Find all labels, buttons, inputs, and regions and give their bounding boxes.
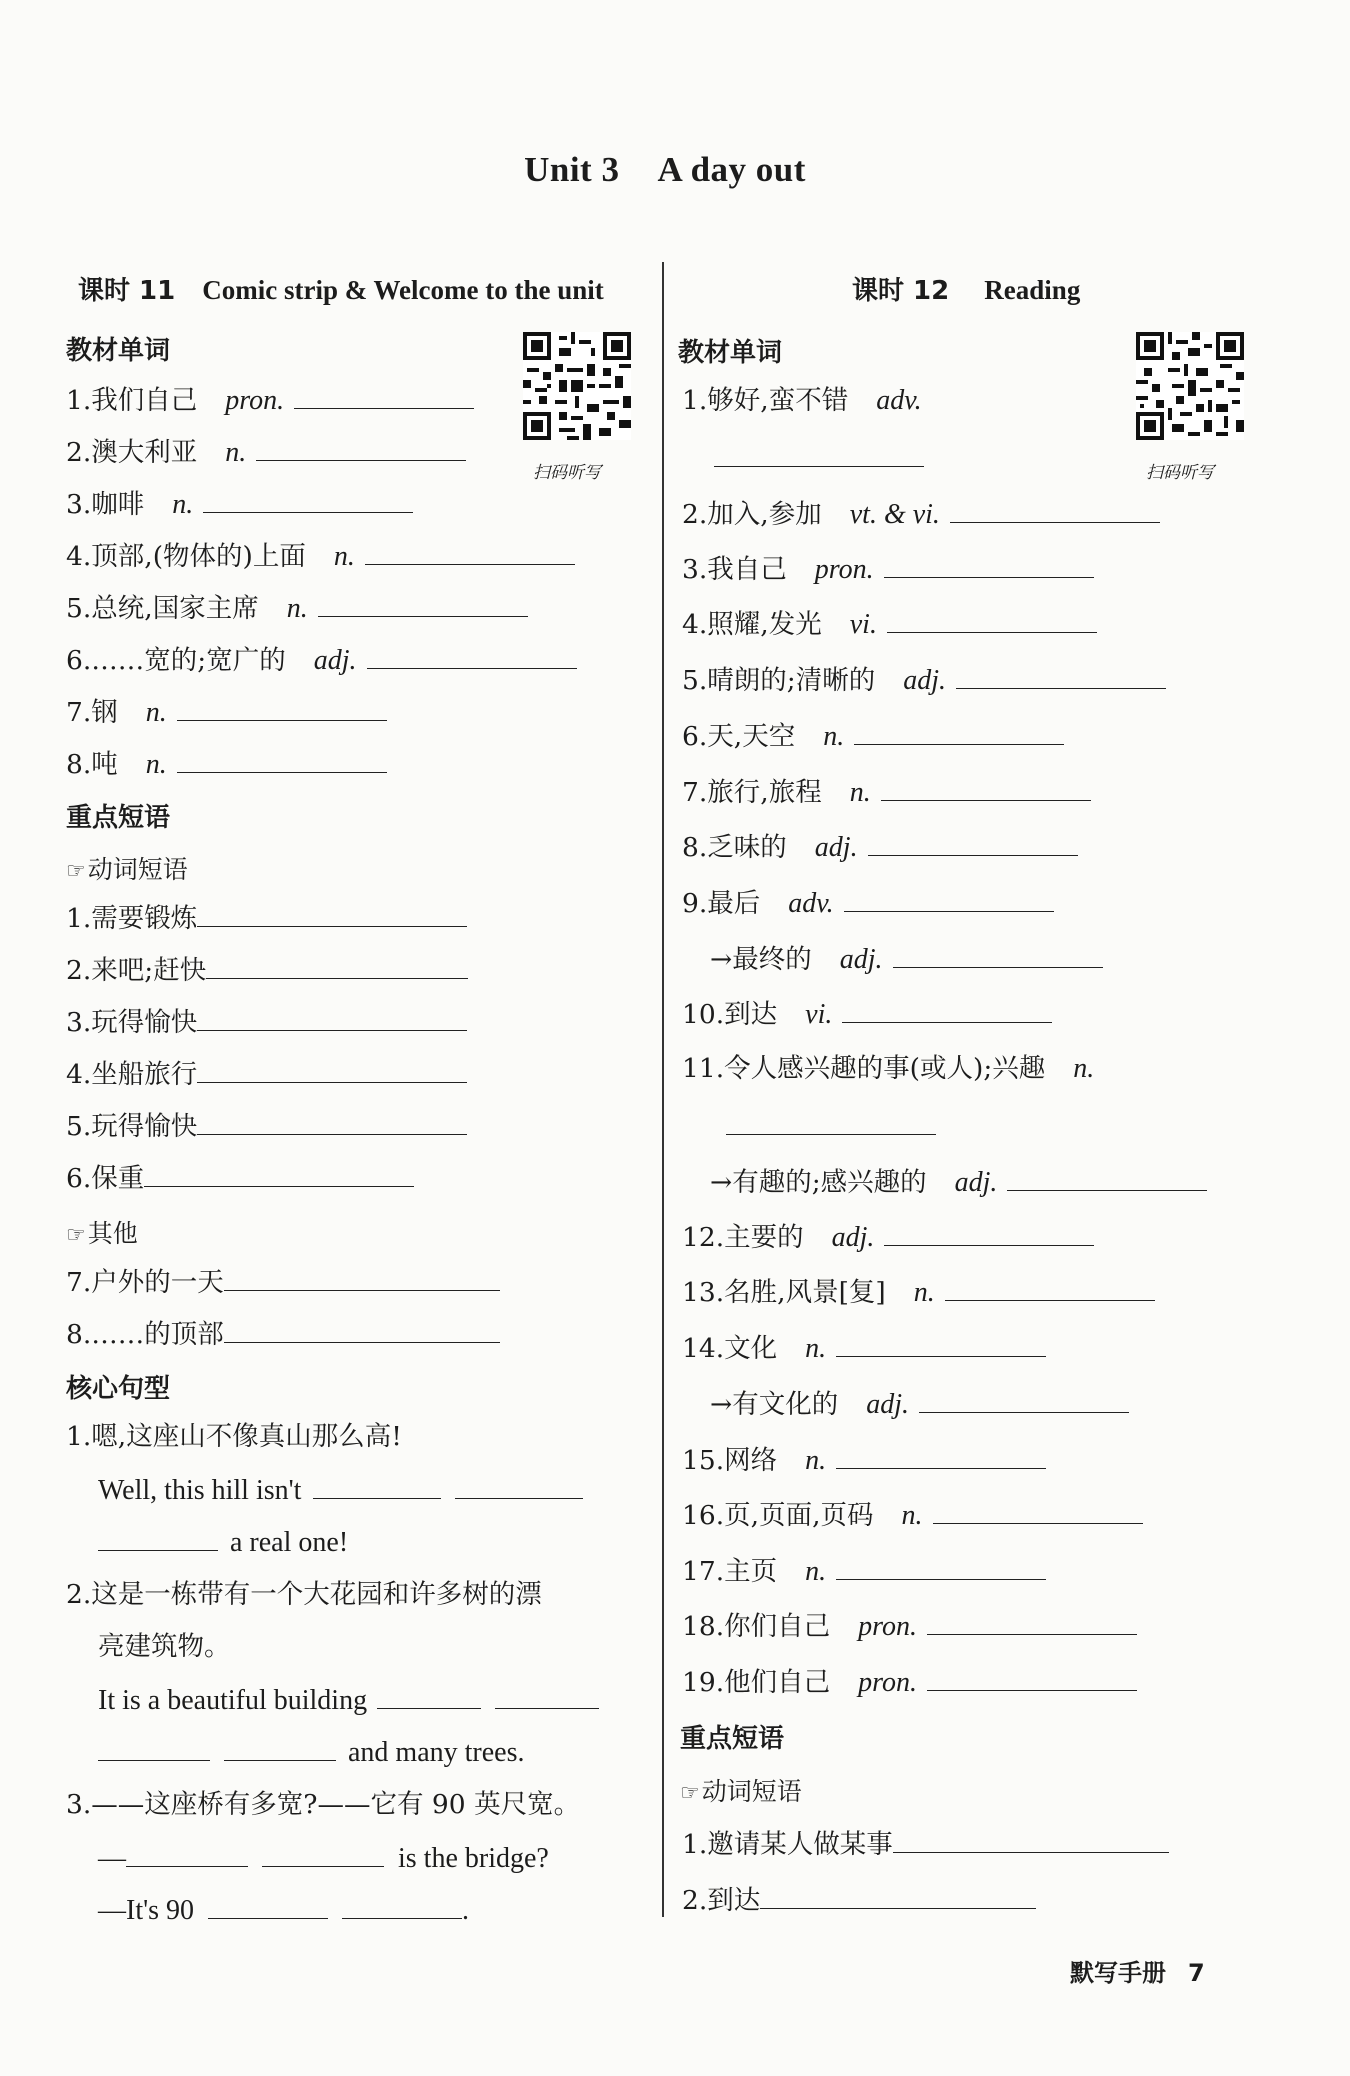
- answer-blank[interactable]: [956, 662, 1166, 689]
- word-item: 6.天,天空 n.: [682, 718, 1064, 754]
- phrase-item: 5.玩得愉快: [66, 1108, 467, 1144]
- answer-blank[interactable]: [714, 440, 924, 467]
- unit-name: A day out: [657, 150, 806, 189]
- answer-blank[interactable]: [455, 1472, 583, 1499]
- word-item: 8.乏味的 adj.: [682, 829, 1078, 865]
- word-derivative: →有趣的;感兴趣的 adj.: [710, 1164, 1207, 1200]
- lesson-topic: Reading: [984, 275, 1081, 305]
- answer-blank[interactable]: [836, 1330, 1046, 1357]
- word-item: 13.名胜,风景[复] n.: [682, 1274, 1155, 1310]
- sentence-3-en-answer: —It's 90 .: [98, 1892, 469, 1928]
- answer-blank[interactable]: [836, 1442, 1046, 1469]
- answer-blank[interactable]: [495, 1682, 599, 1709]
- section-heading-words: 教材单词: [678, 338, 783, 368]
- answer-blank[interactable]: [950, 496, 1160, 523]
- phrase-item: 8.……的顶部: [66, 1316, 500, 1352]
- lesson-11-header: [78, 270, 604, 307]
- answer-blank[interactable]: [367, 642, 577, 669]
- lesson-label: 课时 12: [852, 276, 950, 306]
- section-heading-sentences: 核心句型: [66, 1374, 171, 1404]
- answer-blank[interactable]: [224, 1734, 336, 1761]
- page-number: 7: [1188, 1959, 1205, 1987]
- pointing-hand-icon: ☞: [66, 1223, 86, 1248]
- answer-blank[interactable]: [842, 996, 1052, 1023]
- answer-blank[interactable]: [726, 1108, 936, 1135]
- word-item: 10.到达 vi.: [682, 996, 1052, 1032]
- answer-blank[interactable]: [318, 590, 528, 617]
- page-footer: [1070, 1953, 1205, 1988]
- word-item: 3.我自己 pron.: [682, 551, 1094, 587]
- answer-blank[interactable]: [197, 1056, 467, 1083]
- answer-blank[interactable]: [206, 952, 468, 979]
- answer-blank[interactable]: [294, 382, 474, 409]
- section-heading-words: 教材单词: [66, 336, 171, 366]
- section-heading-phrases: 重点短语: [680, 1724, 785, 1754]
- sentence-1-cn: 1.嗯,这座山不像真山那么高!: [66, 1421, 402, 1452]
- phrase-item: 7.户外的一天: [66, 1264, 500, 1300]
- answer-blank[interactable]: [881, 774, 1091, 801]
- word-item: 2.加入,参加 vt. & vi.: [682, 496, 1160, 532]
- word-item: 7.钢 n.: [66, 694, 387, 730]
- phrase-item: 6.保重: [66, 1160, 414, 1196]
- sentence-3-cn: 3.——这座桥有多宽?——它有 90 英尺宽。: [66, 1789, 581, 1820]
- answer-blank[interactable]: [884, 1219, 1094, 1246]
- column-divider: [662, 262, 664, 1917]
- answer-blank[interactable]: [126, 1840, 248, 1867]
- answer-blank[interactable]: [177, 694, 387, 721]
- answer-blank[interactable]: [377, 1682, 481, 1709]
- phrase-item: 3.玩得愉快: [66, 1004, 467, 1040]
- answer-blank[interactable]: [887, 606, 1097, 633]
- answer-blank[interactable]: [98, 1524, 218, 1551]
- answer-blank[interactable]: [893, 1826, 1169, 1853]
- answer-blank[interactable]: [224, 1316, 500, 1343]
- answer-blank[interactable]: [98, 1734, 210, 1761]
- pointing-hand-icon: ☞: [66, 859, 86, 884]
- answer-blank[interactable]: [197, 1108, 467, 1135]
- sentence-1-en-cont: a real one!: [98, 1524, 348, 1560]
- word-item: 5.总统,国家主席 n.: [66, 590, 528, 626]
- answer-blank[interactable]: [854, 718, 1064, 745]
- lesson-label: 课时 11: [78, 276, 176, 306]
- answer-blank[interactable]: [933, 1497, 1143, 1524]
- answer-blank[interactable]: [313, 1472, 441, 1499]
- word-item: 1.我们自己 pron.: [66, 382, 474, 418]
- unit-title: [0, 150, 1330, 190]
- word-item: 12.主要的 adj.: [682, 1219, 1094, 1255]
- answer-blank[interactable]: [927, 1664, 1137, 1691]
- word-item: 15.网络 n.: [682, 1442, 1046, 1478]
- word-item: 8.吨 n.: [66, 746, 387, 782]
- lesson-12-header: [852, 270, 1080, 307]
- word-item: 7.旅行,旅程 n.: [682, 774, 1091, 810]
- phrase-item: 1.邀请某人做某事: [682, 1826, 1169, 1862]
- sentence-2-en-cont: and many trees.: [98, 1734, 525, 1770]
- answer-blank[interactable]: [208, 1892, 328, 1919]
- answer-blank[interactable]: [224, 1264, 500, 1291]
- answer-blank[interactable]: [945, 1274, 1155, 1301]
- word-item: 6.……宽的;宽广的 adj.: [66, 642, 577, 678]
- phrase-item: 2.到达: [682, 1882, 1036, 1918]
- answer-blank[interactable]: [868, 829, 1078, 856]
- phrase-item: 1.需要锻炼: [66, 900, 467, 936]
- word-item: 14.文化 n.: [682, 1330, 1046, 1366]
- answer-blank[interactable]: [760, 1882, 1036, 1909]
- qr-caption: 扫码听写: [533, 463, 601, 483]
- word-item: 4.顶部,(物体的)上面 n.: [66, 538, 575, 574]
- subheading-verb-phrases: ☞动词短语: [680, 1777, 802, 1806]
- answer-blank[interactable]: [365, 538, 575, 565]
- word-item: 19.他们自己 pron.: [682, 1664, 1137, 1700]
- answer-blank[interactable]: [197, 1004, 467, 1031]
- qr-caption: 扫码听写: [1146, 463, 1214, 483]
- unit-number: Unit 3: [524, 150, 620, 189]
- word-item: 9.最后 adv.: [682, 885, 1054, 921]
- answer-blank[interactable]: [893, 941, 1103, 968]
- answer-blank[interactable]: [342, 1892, 462, 1919]
- answer-blank[interactable]: [927, 1608, 1137, 1635]
- phrase-item: 4.坐船旅行: [66, 1056, 467, 1092]
- word-item: 4.照耀,发光 vi.: [682, 606, 1097, 642]
- qr-code-icon[interactable]: [1136, 332, 1244, 440]
- word-derivative: →最终的 adj.: [710, 941, 1103, 977]
- book-name: 默写手册: [1070, 1959, 1166, 1987]
- answer-blank[interactable]: [884, 551, 1094, 578]
- word-item-blank: [726, 1108, 936, 1144]
- answer-blank[interactable]: [256, 434, 466, 461]
- answer-blank[interactable]: [919, 1386, 1129, 1413]
- word-item: 18.你们自己 pron.: [682, 1608, 1137, 1644]
- sentence-2-cn-cont: 亮建筑物。: [98, 1631, 231, 1662]
- word-item-blank: [714, 440, 924, 476]
- subheading-others: ☞其他: [66, 1219, 138, 1248]
- word-item: 17.主页 n.: [682, 1553, 1046, 1589]
- answer-blank[interactable]: [177, 746, 387, 773]
- answer-blank[interactable]: [262, 1840, 384, 1867]
- word-item: 5.晴朗的;清晰的 adj.: [682, 662, 1166, 698]
- subheading-verb-phrases: ☞动词短语: [66, 855, 188, 884]
- word-item: 11.令人感兴趣的事(或人);兴趣 n.: [682, 1053, 1095, 1084]
- word-item: 2.澳大利亚 n.: [66, 434, 466, 470]
- pointing-hand-icon: ☞: [680, 1781, 700, 1806]
- sentence-2-cn: 2.这是一栋带有一个大花园和许多树的漂: [66, 1579, 542, 1610]
- answer-blank[interactable]: [144, 1160, 414, 1187]
- answer-blank[interactable]: [836, 1553, 1046, 1580]
- sentence-3-en: — is the bridge?: [98, 1840, 549, 1876]
- answer-blank[interactable]: [203, 486, 413, 513]
- word-derivative: →有文化的 adj.: [710, 1386, 1129, 1422]
- sentence-2-en: It is a beautiful building: [98, 1682, 599, 1718]
- answer-blank[interactable]: [1007, 1164, 1207, 1191]
- answer-blank[interactable]: [844, 885, 1054, 912]
- section-heading-phrases: 重点短语: [66, 803, 171, 833]
- lesson-topic: Comic strip & Welcome to the unit: [202, 275, 604, 305]
- word-item: 16.页,页面,页码 n.: [682, 1497, 1143, 1533]
- word-item: 1.够好,蛮不错 adv.: [682, 385, 922, 416]
- phrase-item: 2.来吧;赶快: [66, 952, 468, 988]
- word-item: 3.咖啡 n.: [66, 486, 413, 522]
- sentence-1-en: Well, this hill isn't: [98, 1472, 583, 1508]
- answer-blank[interactable]: [197, 900, 467, 927]
- qr-code-icon[interactable]: [523, 332, 631, 440]
